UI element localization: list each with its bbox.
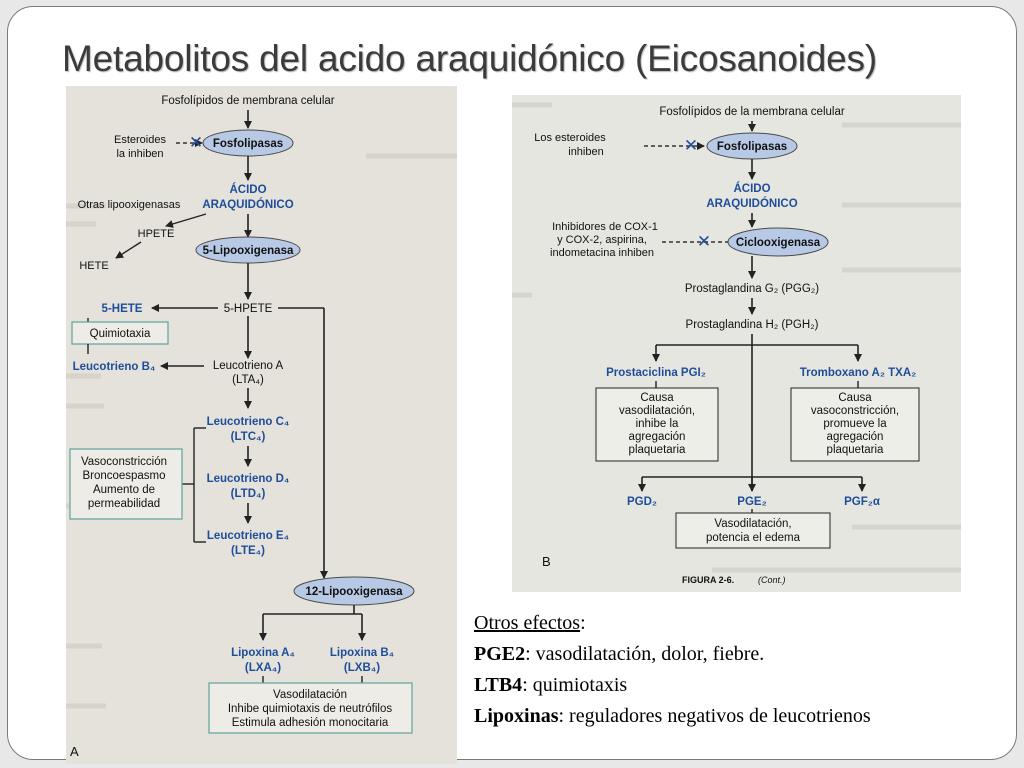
note-item bbox=[474, 639, 954, 670]
note-item bbox=[474, 670, 954, 701]
pge2-effect-1: Vasodilatación, bbox=[714, 518, 792, 530]
lta4-label-1: Leucotrieno A bbox=[212, 360, 284, 372]
steroids-inhibit-label-b: inhiben bbox=[568, 146, 604, 158]
diagram-a-svg bbox=[66, 86, 457, 764]
arachidonic-acid-label-b2: ARAQUIDÓNICO bbox=[706, 198, 798, 210]
note-text: : quimiotaxis bbox=[522, 674, 628, 696]
effect-permeability: permeabilidad bbox=[87, 498, 161, 510]
note-term: LTB4 bbox=[474, 674, 523, 696]
note-term: Lipoxinas bbox=[474, 705, 559, 727]
cox-inhibitors-label-1: Inhibidores de COX-1 bbox=[552, 221, 658, 233]
ltb4-label: Leucotrieno B₄ bbox=[72, 361, 156, 373]
chemotaxis-label: Quimiotaxia bbox=[89, 328, 151, 340]
slide-title: Metabolitos del acido araquidónico (Eicosanoides) bbox=[62, 38, 877, 79]
ltc4-label-1: Leucotrieno C₄ bbox=[206, 416, 290, 428]
hete-label: HETE bbox=[79, 260, 109, 272]
panel-a-letter: A bbox=[70, 744, 79, 759]
diagram-panel-b bbox=[512, 95, 961, 592]
txa2-effect-2: vasoconstricción, bbox=[810, 405, 900, 417]
panel-b-letter: B bbox=[542, 554, 551, 569]
lipoxin-effect-chemotaxis: Inhibe quimiotaxis de neutrófilos bbox=[227, 703, 393, 715]
hpete5-label: 5-HPETE bbox=[223, 303, 273, 315]
arachidonic-acid-label-b1: ÁCIDO bbox=[733, 183, 771, 195]
pge2-effect-2: potencia el edema bbox=[706, 532, 800, 544]
pgf2a-label: PGF₂α bbox=[844, 496, 880, 508]
lipoxin-effect-vasodilation: Vasodilatación bbox=[273, 689, 347, 701]
txa2-effect-3: promueve la bbox=[823, 418, 887, 430]
diagram-panel-a bbox=[66, 86, 457, 764]
effect-bronchospasm: Broncoespasmo bbox=[82, 470, 166, 482]
arachidonic-acid-label-2: ARAQUIDÓNICO bbox=[202, 199, 294, 211]
cyclooxygenase-label: Ciclooxigenasa bbox=[735, 237, 821, 249]
pgi2-effect-5: plaquetaria bbox=[628, 444, 686, 456]
txa2-effect-4: agregación bbox=[826, 431, 884, 443]
lxb4-label-2: (LXB₄) bbox=[343, 662, 381, 674]
ltc4-label-2: (LTC₄) bbox=[230, 431, 266, 443]
figure-cont: (Cont.) bbox=[758, 575, 786, 585]
diagram-b-svg bbox=[512, 95, 961, 592]
txa2-label: Tromboxano A₂ TXA₂ bbox=[799, 367, 917, 379]
pgi2-label: Prostaciclina PGI₂ bbox=[606, 367, 706, 379]
lxa4-label-2: (LXA₄) bbox=[244, 662, 282, 674]
ltd4-label-1: Leucotrieno D₄ bbox=[206, 473, 290, 485]
lte4-label-1: Leucotrieno E₄ bbox=[206, 530, 290, 542]
other-effects-notes bbox=[474, 608, 954, 732]
lipoxin-effect-adhesion: Estimula adhesión monocitaria bbox=[231, 717, 389, 729]
lxb4-label-1: Lipoxina B₄ bbox=[329, 647, 395, 659]
notes-heading: Otros efectos bbox=[474, 612, 581, 634]
steroids-label-b: Los esteroides bbox=[534, 132, 606, 144]
inhibit-x-icon: ✕ bbox=[188, 133, 204, 152]
note-term: PGE2 bbox=[474, 643, 526, 665]
pgi2-effect-1: Causa bbox=[640, 392, 674, 404]
lta4-label-2: (LTA₄) bbox=[232, 374, 264, 386]
pgi2-effect-2: vasodilatación, bbox=[618, 405, 696, 417]
pgi2-effect-4: agregación bbox=[628, 431, 686, 443]
txa2-effect-5: plaquetaria bbox=[826, 444, 884, 456]
pgg2-label: Prostaglandina G₂ (PGG₂) bbox=[684, 283, 820, 295]
note-text: : reguladores negativos de leucotrienos bbox=[558, 705, 871, 727]
cox-inhibitors-label-3: indometacina inhiben bbox=[550, 247, 654, 259]
hete5-label: 5-HETE bbox=[101, 303, 143, 315]
notes-heading-colon: : bbox=[580, 612, 586, 634]
membrane-phospholipids-label-b: Fosfolípidos de la membrana celular bbox=[659, 106, 845, 118]
lipoxygenase-5-label: 5-Lipooxigenasa bbox=[202, 245, 294, 257]
effect-vasoconstriction: Vasoconstricción bbox=[80, 456, 168, 468]
pgi2-effect-3: inhibe la bbox=[635, 418, 679, 430]
pgd2-label: PGD₂ bbox=[626, 496, 658, 508]
ltd4-label-2: (LTD₄) bbox=[230, 488, 266, 500]
pge2-label: PGE₂ bbox=[737, 496, 767, 508]
lxa4-label-1: Lipoxina A₄ bbox=[231, 647, 295, 659]
steroids-label: Esteroides bbox=[114, 134, 166, 146]
note-text: : vasodilatación, dolor, fiebre. bbox=[525, 643, 765, 665]
cox-inhibitors-label-2: y COX-2, aspirina, bbox=[557, 234, 647, 246]
figure-caption: FIGURA 2-6. bbox=[682, 575, 735, 585]
lipoxygenase-12-label: 12-Lipooxigenasa bbox=[305, 586, 403, 598]
note-item bbox=[474, 701, 954, 732]
other-lipoxygenases-label: Otras lipooxigenasas bbox=[77, 199, 181, 211]
inhibit-x-icon-b: ✕ bbox=[683, 136, 699, 155]
hpete-label: HPETE bbox=[137, 228, 175, 240]
steroids-inhibit-label: la inhiben bbox=[116, 148, 164, 160]
phospholipase-label: Fosfolipasas bbox=[212, 138, 284, 150]
effect-increase: Aumento de bbox=[92, 484, 156, 496]
phospholipase-label-b: Fosfolipasas bbox=[716, 141, 788, 153]
lte4-label-2: (LTE₄) bbox=[230, 545, 266, 557]
pgh2-label: Prostaglandina H₂ (PGH₂) bbox=[685, 319, 819, 331]
membrane-phospholipids-label: Fosfolípidos de membrana celular bbox=[161, 95, 335, 107]
notes-heading-line bbox=[474, 608, 954, 639]
inhibit-x-icon-cox: ✕ bbox=[696, 232, 712, 251]
arachidonic-acid-label-1: ÁCIDO bbox=[229, 184, 267, 196]
txa2-effect-1: Causa bbox=[838, 392, 872, 404]
